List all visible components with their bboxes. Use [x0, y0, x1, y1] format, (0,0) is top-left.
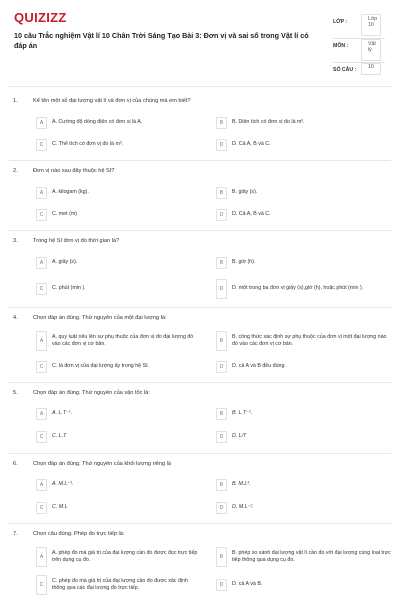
question-divider — [9, 382, 391, 383]
option-text: B. giờ (h). — [232, 259, 256, 266]
option-text: A. Cường độ dòng điện có đơn vị là A. — [52, 119, 143, 126]
option-letter-box: B — [216, 257, 227, 269]
option-text: B. M.L³. — [232, 481, 251, 488]
option-letter-box: C — [36, 431, 47, 443]
question-divider — [9, 523, 391, 524]
option-text: C. M.L — [52, 504, 68, 511]
option-letter-box: D — [216, 431, 227, 443]
option-letter-box: B — [216, 117, 227, 129]
question-divider — [9, 160, 391, 161]
question-text: Chọn đáp án đúng. Thứ nguyên của khối lượng riêng là — [33, 461, 171, 467]
option-text: B. Diện tích có đơn vị đo là m². — [232, 119, 305, 126]
option-letter-box: A — [36, 479, 47, 491]
option-text: B. L.T⁻². — [232, 410, 253, 417]
option-letter-box: D — [216, 139, 227, 151]
option-text: D. một trong ba đơn vị giây (s),giờ (h), hoặc phút (min ). — [232, 285, 364, 292]
count-label: SỐ CÂU : — [333, 67, 357, 73]
option-text: C. là đơn vị của đại lượng ấy trong hệ SI. — [52, 363, 150, 370]
question-number: 3. — [13, 238, 18, 244]
option-text: B. công thức xác định sự phụ thuộc của đơn vị một đại lượng nào đó vào các đơn vị cơ bản. — [232, 333, 387, 347]
quizizz-logo[interactable]: QUIZIZZ — [14, 10, 67, 25]
option-text: A. kilogam (kg). — [52, 189, 89, 196]
option-letter-box: C — [36, 283, 47, 295]
question-text: Chọn câu đúng. Phép đo trực tiếp là: — [33, 531, 125, 537]
question-text: Chọn đáp án đúng. Thứ nguyên của một đại lượng là: — [33, 315, 167, 321]
question-number: 2. — [13, 168, 18, 174]
option-text: D. Cả A, B và C. — [232, 211, 271, 218]
option-letter-box: A — [36, 117, 47, 129]
option-letter-box: A — [36, 331, 47, 351]
question-divider — [9, 230, 391, 231]
option-letter-box: D — [216, 209, 227, 221]
count-value: 10 — [361, 63, 381, 75]
question-number: 1. — [13, 98, 18, 104]
question-number: 4. — [13, 315, 18, 321]
question-number: 5. — [13, 390, 18, 396]
option-letter-box: B — [216, 187, 227, 199]
option-letter-box: A — [36, 547, 47, 567]
option-text: D. cả A và B đều đúng. — [232, 363, 286, 370]
worksheet-title: 10 câu Trắc nghiệm Vật lí 10 Chân Trời Sáng Tạo Bài 3: Đơn vị và sai số trong Vật lí có đáp án — [14, 31, 309, 50]
option-letter-box: D — [216, 579, 227, 591]
class-value: Lớp 10 — [361, 14, 381, 36]
option-text: A. phép đo mà giá trị của đại lượng cần đo được đọc trực tiếp trên dụng cụ đo. — [52, 549, 198, 563]
option-letter-box: D — [216, 279, 227, 299]
option-text: D. cả A và B. — [232, 581, 263, 588]
option-letter-box: C — [36, 502, 47, 514]
question-text: Kể tên một số đại lượng vật lí và đơn vị của chúng mà em biết? — [33, 98, 191, 104]
question-number: 6. — [13, 461, 18, 467]
option-letter-box: A — [36, 408, 47, 420]
option-text: B. giây (s). — [232, 189, 258, 196]
subject-value: Vật lý — [361, 39, 381, 61]
question-divider — [9, 453, 391, 454]
option-text: A. giây (s). — [52, 259, 78, 266]
option-letter-box: A — [36, 257, 47, 269]
option-text: C. met (m) — [52, 211, 78, 218]
subject-label: MÔN : — [333, 43, 349, 49]
option-text: A. M.L⁻³. — [52, 481, 74, 488]
option-text: C. Thể tích có đơn vị đo là m³. — [52, 141, 124, 148]
option-text: D. Cả A, B và C. — [232, 141, 271, 148]
option-letter-box: C — [36, 139, 47, 151]
question-text: Chọn đáp án đúng. Thứ nguyên của vận tốc là: — [33, 390, 150, 396]
question-text: Trong hệ SI đơn vị đo thời gian là? — [33, 238, 120, 244]
option-letter-box: B — [216, 331, 227, 351]
option-text: A. L.T⁻¹. — [52, 410, 73, 417]
option-letter-box: C — [36, 209, 47, 221]
option-letter-box: C — [36, 575, 47, 595]
option-letter-box: B — [216, 547, 227, 567]
question-number: 7. — [13, 531, 18, 537]
question-text: Đơn vị nào sau đây thuộc hệ SI? — [33, 168, 115, 174]
option-letter-box: C — [36, 361, 47, 373]
option-letter-box: B — [216, 408, 227, 420]
class-label: LỚP : — [333, 19, 348, 25]
question-divider — [9, 307, 391, 308]
option-text: B. phép so sánh đại lượng vật lí cần đo với đại lượng cùng loại trực tiếp thông qua dụng cụ đo. — [232, 549, 391, 563]
option-text: C. phép đo mà giá trị của đại lượng cần đo được xác định thông qua các đại lượng đo trực tiếp. — [52, 577, 188, 591]
option-letter-box: A — [36, 187, 47, 199]
option-text: C. phút (min ). — [52, 285, 86, 292]
option-letter-box: B — [216, 479, 227, 491]
option-letter-box: D — [216, 502, 227, 514]
option-text: C. L.T — [52, 433, 67, 440]
option-text: D. M.L⁻². — [232, 504, 254, 511]
option-text: D. L/T — [232, 433, 247, 440]
header-divider — [9, 86, 391, 87]
option-letter-box: D — [216, 361, 227, 373]
option-text: A. quy luật nêu lên sự phụ thuộc của đơn vị đo đại lượng đó vào các đơn vị cơ bản. — [52, 333, 194, 347]
